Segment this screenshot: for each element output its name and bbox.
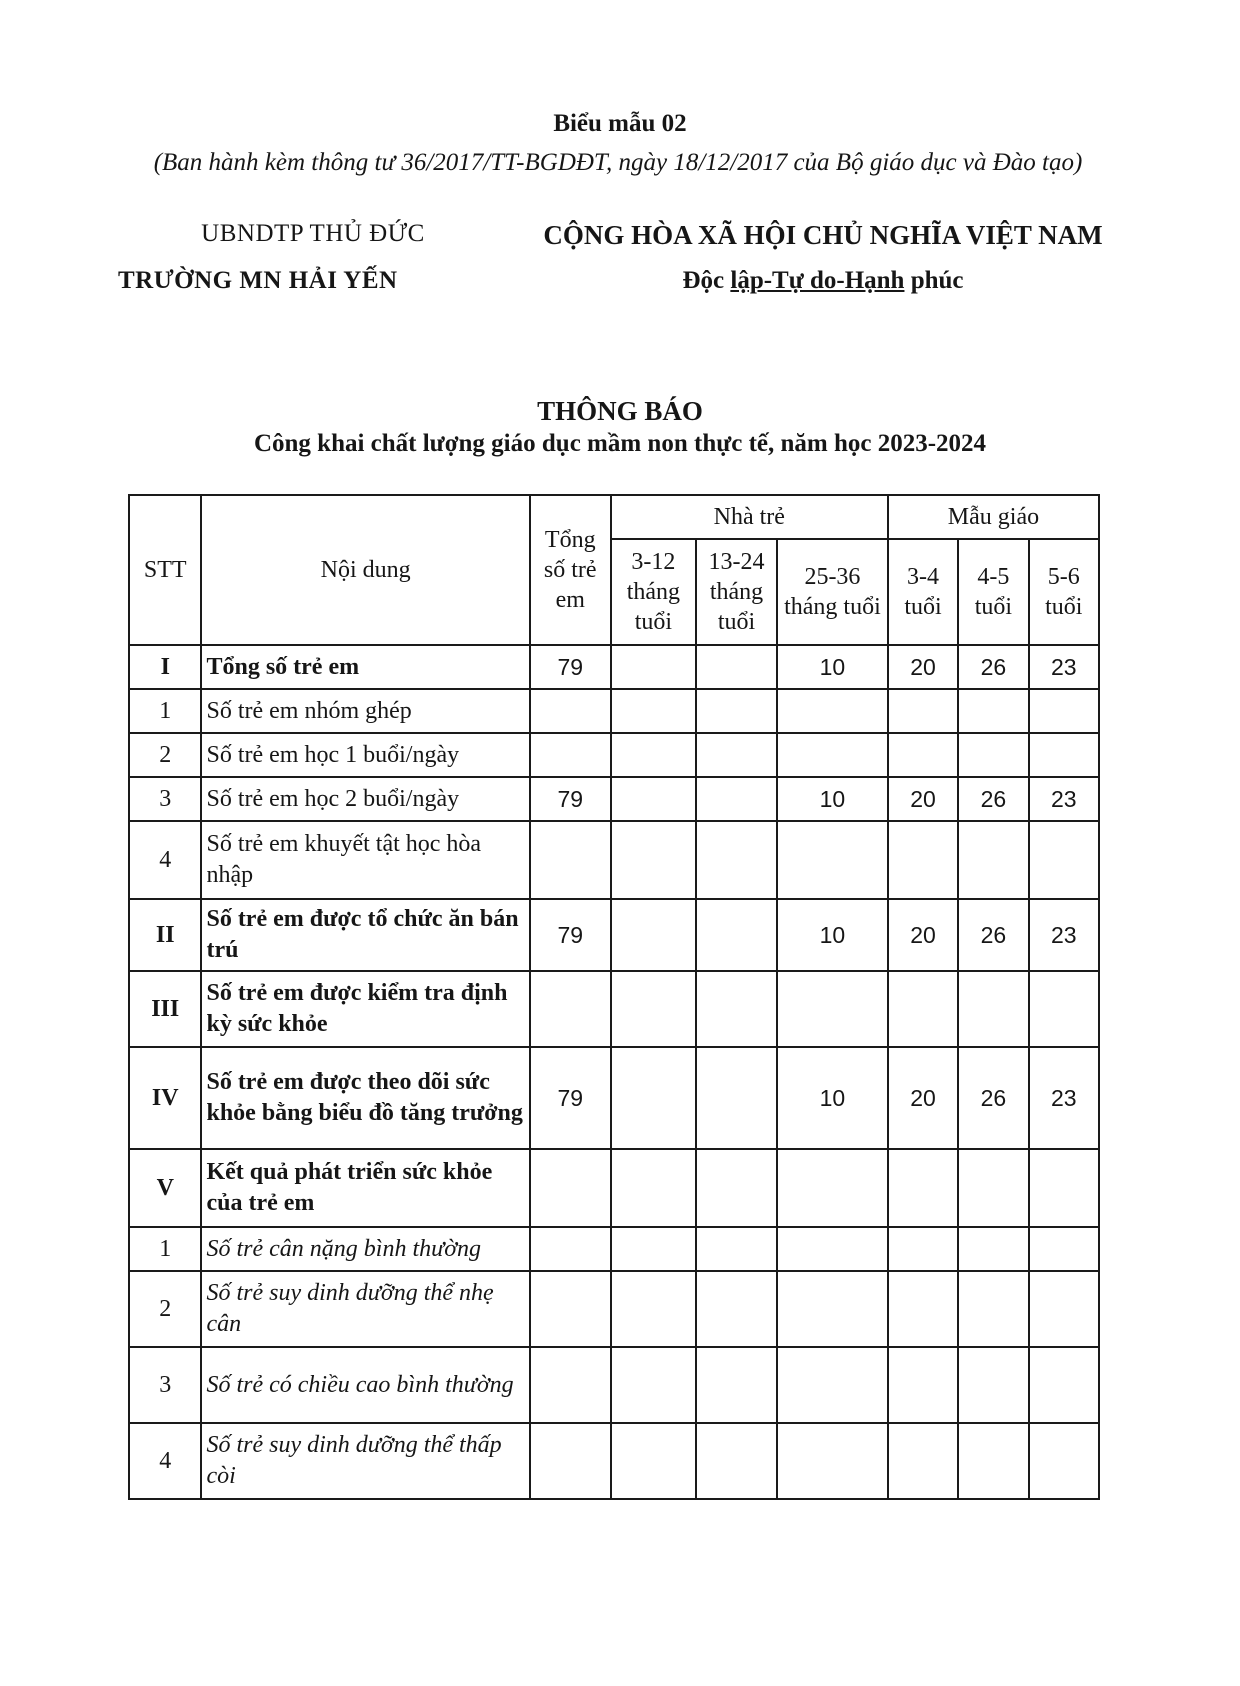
cell-13-24 <box>696 1149 777 1227</box>
cell-stt: V <box>129 1149 201 1227</box>
cell-stt: 3 <box>129 777 201 821</box>
header-25-36-months: 25-36 tháng tuổi <box>777 539 888 645</box>
cell-25-36 <box>777 733 888 777</box>
cell-content: Số trẻ em được tổ chức ăn bán trú <box>201 899 529 971</box>
cell-3-4 <box>888 733 958 777</box>
cell-3-12 <box>611 971 696 1047</box>
cell-3-4: 20 <box>888 777 958 821</box>
cell-3-4: 20 <box>888 1047 958 1149</box>
cell-5-6 <box>1029 971 1099 1047</box>
cell-stt: IV <box>129 1047 201 1149</box>
agency-name: UBNDTP THỦ ĐỨC <box>201 220 425 247</box>
cell-3-12 <box>611 777 696 821</box>
table-row <box>129 1271 1099 1347</box>
header-3-12-months: 3-12 tháng tuổi <box>611 539 696 645</box>
national-motto <box>528 267 1118 295</box>
header-stt: STT <box>129 495 201 645</box>
header-3-4-years: 3-4 tuổi <box>888 539 958 645</box>
cell-3-4 <box>888 971 958 1047</box>
cell-4-5: 26 <box>958 777 1028 821</box>
cell-13-24 <box>696 899 777 971</box>
cell-3-12 <box>611 821 696 899</box>
cell-content: Số trẻ có chiều cao bình thường <box>201 1347 529 1423</box>
cell-stt: II <box>129 899 201 971</box>
cell-4-5: 26 <box>958 645 1028 689</box>
cell-content: Số trẻ em học 1 buổi/ngày <box>201 733 529 777</box>
cell-13-24 <box>696 1047 777 1149</box>
cell-stt: III <box>129 971 201 1047</box>
cell-25-36 <box>777 1423 888 1499</box>
cell-content: Số trẻ em khuyết tật học hòa nhập <box>201 821 529 899</box>
table-row <box>129 1227 1099 1271</box>
cell-25-36: 10 <box>777 1047 888 1149</box>
cell-25-36 <box>777 1149 888 1227</box>
header-4-5-years: 4-5 tuổi <box>958 539 1028 645</box>
header-13-24-months: 13-24 tháng tuổi <box>696 539 777 645</box>
cell-3-4 <box>888 1347 958 1423</box>
cell-4-5 <box>958 1423 1028 1499</box>
cell-content: Số trẻ suy dinh dưỡng thể thấp còi <box>201 1423 529 1499</box>
quality-table <box>128 494 1100 1500</box>
cell-4-5 <box>958 1149 1028 1227</box>
cell-25-36 <box>777 689 888 733</box>
table-row <box>129 899 1099 971</box>
cell-content: Số trẻ em được theo dõi sức khỏe bằng biểu đồ tăng trưởng <box>201 1047 529 1149</box>
cell-total <box>530 971 611 1047</box>
cell-stt: 4 <box>129 821 201 899</box>
cell-4-5 <box>958 1227 1028 1271</box>
cell-13-24 <box>696 971 777 1047</box>
cell-13-24 <box>696 1271 777 1347</box>
national-title: CỘNG HÒA XÃ HỘI CHỦ NGHĨA VIỆT NAM <box>543 220 1103 250</box>
cell-stt: 1 <box>129 1227 201 1271</box>
cell-3-12 <box>611 689 696 733</box>
cell-total: 79 <box>530 1047 611 1149</box>
motto-end: phúc <box>904 267 964 294</box>
cell-4-5 <box>958 733 1028 777</box>
cell-total <box>530 1423 611 1499</box>
table-row <box>129 821 1099 899</box>
cell-3-4 <box>888 821 958 899</box>
cell-3-12 <box>611 1227 696 1271</box>
cell-25-36 <box>777 971 888 1047</box>
cell-total <box>530 1347 611 1423</box>
motto-start: Độc <box>682 267 731 294</box>
school-name: TRƯỜNG MN HẢI YẾN <box>118 267 398 294</box>
notice-title: THÔNG BÁO <box>537 396 703 426</box>
cell-25-36 <box>777 1347 888 1423</box>
table-row <box>129 971 1099 1047</box>
cell-3-4 <box>888 1149 958 1227</box>
cell-3-12 <box>611 1347 696 1423</box>
motto-underlined: lập-Tự do-Hạnh <box>730 267 905 294</box>
cell-25-36 <box>777 821 888 899</box>
cell-25-36: 10 <box>777 777 888 821</box>
cell-total <box>530 1149 611 1227</box>
cell-5-6: 23 <box>1029 777 1099 821</box>
cell-3-4: 20 <box>888 645 958 689</box>
cell-3-4 <box>888 1271 958 1347</box>
cell-5-6 <box>1029 1149 1099 1227</box>
cell-3-4 <box>888 1227 958 1271</box>
cell-total <box>530 821 611 899</box>
header-total: Tổng số trẻ em <box>530 495 611 645</box>
cell-3-12 <box>611 1047 696 1149</box>
cell-5-6: 23 <box>1029 645 1099 689</box>
cell-3-4: 20 <box>888 899 958 971</box>
cell-25-36: 10 <box>777 645 888 689</box>
cell-3-12 <box>611 733 696 777</box>
header-nursery-group: Nhà trẻ <box>611 495 888 539</box>
form-note: (Ban hành kèm thông tư 36/2017/TT-BGDĐT, ngày 18/12/2017 của Bộ giáo dục và Đào tạo) <box>153 149 1083 176</box>
table-row <box>129 1047 1099 1149</box>
cell-total: 79 <box>530 645 611 689</box>
cell-3-4 <box>888 1423 958 1499</box>
cell-4-5 <box>958 821 1028 899</box>
table-row <box>129 733 1099 777</box>
cell-3-12 <box>611 645 696 689</box>
cell-25-36 <box>777 1271 888 1347</box>
cell-5-6 <box>1029 1423 1099 1499</box>
cell-stt: 2 <box>129 733 201 777</box>
cell-13-24 <box>696 1227 777 1271</box>
table-row <box>129 1423 1099 1499</box>
header-content: Nội dung <box>201 495 529 645</box>
table-row <box>129 645 1099 689</box>
cell-content: Số trẻ em học 2 buổi/ngày <box>201 777 529 821</box>
cell-5-6: 23 <box>1029 899 1099 971</box>
cell-13-24 <box>696 1347 777 1423</box>
table-row <box>129 1149 1099 1227</box>
cell-13-24 <box>696 689 777 733</box>
cell-4-5 <box>958 689 1028 733</box>
cell-13-24 <box>696 821 777 899</box>
cell-3-12 <box>611 1149 696 1227</box>
notice-subtitle: Công khai chất lượng giáo dục mầm non thực tế, năm học 2023-2024 <box>253 430 987 457</box>
cell-content: Số trẻ suy dinh dưỡng thể nhẹ cân <box>201 1271 529 1347</box>
cell-5-6 <box>1029 1347 1099 1423</box>
cell-total <box>530 689 611 733</box>
cell-stt: I <box>129 645 201 689</box>
cell-4-5: 26 <box>958 1047 1028 1149</box>
cell-3-4 <box>888 689 958 733</box>
cell-5-6 <box>1029 689 1099 733</box>
cell-13-24 <box>696 777 777 821</box>
cell-13-24 <box>696 733 777 777</box>
cell-4-5: 26 <box>958 899 1028 971</box>
form-title: Biểu mẫu 02 <box>553 110 687 137</box>
cell-3-12 <box>611 1271 696 1347</box>
table-row <box>129 1347 1099 1423</box>
cell-4-5 <box>958 971 1028 1047</box>
cell-4-5 <box>958 1347 1028 1423</box>
cell-13-24 <box>696 645 777 689</box>
cell-3-12 <box>611 899 696 971</box>
cell-content: Số trẻ em được kiểm tra định kỳ sức khỏe <box>201 971 529 1047</box>
cell-content: Tổng số trẻ em <box>201 645 529 689</box>
cell-3-12 <box>611 1423 696 1499</box>
cell-5-6 <box>1029 821 1099 899</box>
cell-stt: 3 <box>129 1347 201 1423</box>
cell-stt: 1 <box>129 689 201 733</box>
cell-5-6 <box>1029 1271 1099 1347</box>
cell-total <box>530 733 611 777</box>
cell-25-36 <box>777 1227 888 1271</box>
cell-content: Số trẻ cân nặng bình thường <box>201 1227 529 1271</box>
header-kindergarten-group: Mẫu giáo <box>888 495 1099 539</box>
cell-content: Kết quả phát triển sức khỏe của trẻ em <box>201 1149 529 1227</box>
cell-25-36: 10 <box>777 899 888 971</box>
cell-13-24 <box>696 1423 777 1499</box>
table-row <box>129 689 1099 733</box>
cell-total: 79 <box>530 899 611 971</box>
cell-stt: 2 <box>129 1271 201 1347</box>
cell-content: Số trẻ em nhóm ghép <box>201 689 529 733</box>
cell-total <box>530 1227 611 1271</box>
cell-total: 79 <box>530 777 611 821</box>
cell-5-6 <box>1029 733 1099 777</box>
cell-5-6: 23 <box>1029 1047 1099 1149</box>
cell-4-5 <box>958 1271 1028 1347</box>
header-5-6-years: 5-6 tuổi <box>1029 539 1099 645</box>
table-row <box>129 777 1099 821</box>
cell-total <box>530 1271 611 1347</box>
cell-stt: 4 <box>129 1423 201 1499</box>
cell-5-6 <box>1029 1227 1099 1271</box>
